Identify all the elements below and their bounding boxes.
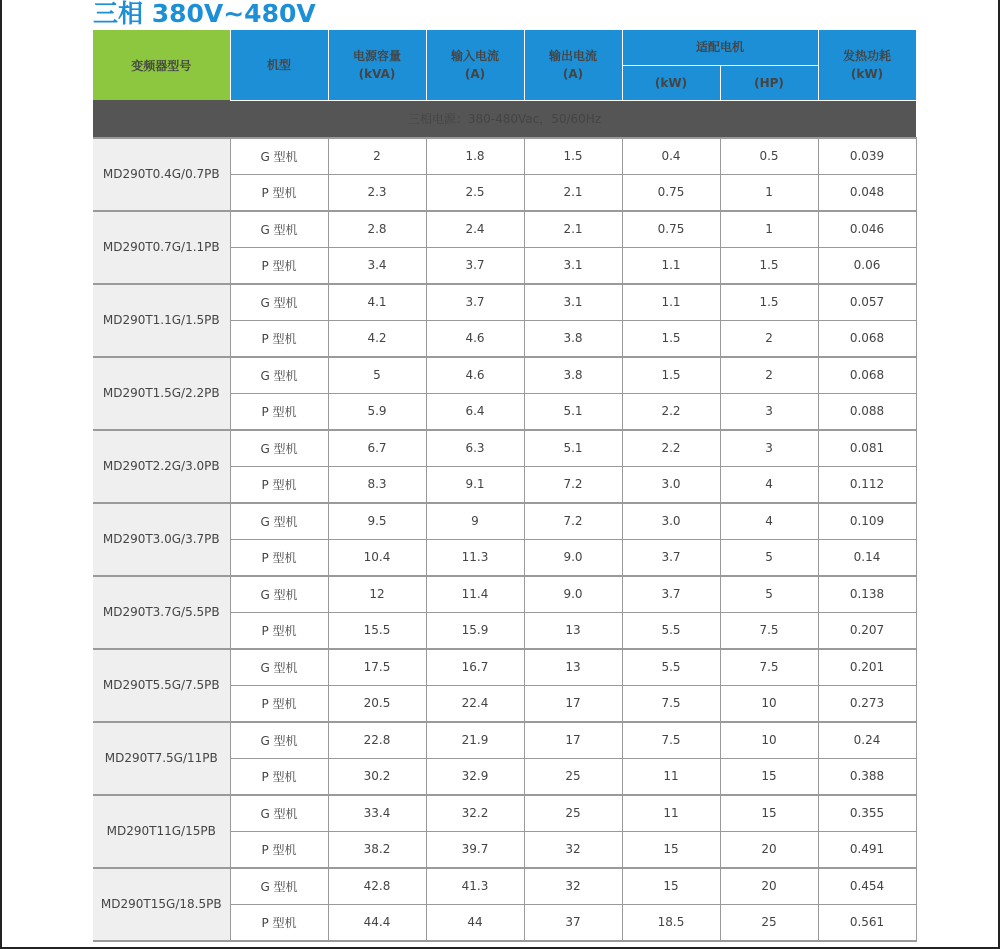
heat-loss-cell: 0.109 xyxy=(818,503,916,540)
heat-loss-cell: 0.491 xyxy=(818,831,916,868)
motor-kw-cell: 3.7 xyxy=(622,539,720,576)
output-current-cell: 37 xyxy=(524,904,622,941)
motor-kw-cell: 1.5 xyxy=(622,357,720,394)
motor-kw-cell: 15 xyxy=(622,831,720,868)
header-power-capacity-unit: (kVA) xyxy=(358,66,396,81)
motor-hp-cell: 5 xyxy=(720,539,818,576)
input-current-cell: 1.8 xyxy=(426,138,524,175)
motor-hp-cell: 10 xyxy=(720,685,818,722)
header-type: 机型 xyxy=(230,30,328,100)
motor-kw-cell: 2.2 xyxy=(622,393,720,430)
motor-kw-cell: 18.5 xyxy=(622,904,720,941)
output-current-cell: 7.2 xyxy=(524,466,622,503)
header-output-current-unit: (A) xyxy=(562,66,584,81)
type-cell: G 型机 xyxy=(230,649,328,686)
heat-loss-cell: 0.039 xyxy=(818,138,916,175)
table-row xyxy=(93,430,916,467)
motor-hp-cell: 4 xyxy=(720,503,818,540)
output-current-cell: 5.1 xyxy=(524,393,622,430)
output-current-cell: 1.5 xyxy=(524,138,622,175)
input-current-cell: 3.7 xyxy=(426,247,524,284)
output-current-cell: 13 xyxy=(524,612,622,649)
table-row xyxy=(93,722,916,759)
output-current-cell: 32 xyxy=(524,868,622,905)
power-capacity-cell: 3.4 xyxy=(328,247,426,284)
type-cell: P 型机 xyxy=(230,393,328,430)
output-current-cell: 17 xyxy=(524,685,622,722)
table-row xyxy=(93,284,916,321)
spec-table xyxy=(93,30,917,942)
model-name-cell: MD290T2.2G/3.0PB xyxy=(93,430,230,503)
type-cell: G 型机 xyxy=(230,430,328,467)
heat-loss-cell: 0.088 xyxy=(818,393,916,430)
motor-hp-cell: 0.5 xyxy=(720,138,818,175)
type-cell: G 型机 xyxy=(230,284,328,321)
type-cell: G 型机 xyxy=(230,357,328,394)
heat-loss-cell: 0.068 xyxy=(818,320,916,357)
header-output-current-label: 输出电流 xyxy=(548,48,597,63)
header-heat xyxy=(818,30,916,100)
input-current-cell: 3.7 xyxy=(426,284,524,321)
input-current-cell: 6.4 xyxy=(426,393,524,430)
power-capacity-cell: 15.5 xyxy=(328,612,426,649)
power-capacity-cell: 8.3 xyxy=(328,466,426,503)
type-cell: G 型机 xyxy=(230,503,328,540)
motor-hp-cell: 3 xyxy=(720,430,818,467)
type-cell: G 型机 xyxy=(230,868,328,905)
heat-loss-cell: 0.06 xyxy=(818,247,916,284)
power-capacity-cell: 30.2 xyxy=(328,758,426,795)
table-row xyxy=(93,795,916,832)
type-cell: P 型机 xyxy=(230,539,328,576)
motor-hp-cell: 25 xyxy=(720,904,818,941)
header-input-current-unit: (A) xyxy=(464,66,486,81)
table-row xyxy=(93,138,916,175)
table-row xyxy=(93,211,916,248)
output-current-cell: 9.0 xyxy=(524,576,622,613)
motor-kw-cell: 1.1 xyxy=(622,247,720,284)
motor-hp-cell: 20 xyxy=(720,831,818,868)
power-capacity-cell: 4.1 xyxy=(328,284,426,321)
motor-hp-cell: 7.5 xyxy=(720,649,818,686)
motor-hp-cell: 3 xyxy=(720,393,818,430)
header-heat-label: 发热功耗 xyxy=(843,48,892,63)
model-name-cell: MD290T11G/15PB xyxy=(93,795,230,868)
input-current-cell: 9 xyxy=(426,503,524,540)
table-header xyxy=(93,30,916,138)
input-current-cell: 41.3 xyxy=(426,868,524,905)
power-capacity-cell: 4.2 xyxy=(328,320,426,357)
model-name-cell: MD290T0.4G/0.7PB xyxy=(93,138,230,211)
type-cell: P 型机 xyxy=(230,904,328,941)
model-name-cell: MD290T5.5G/7.5PB xyxy=(93,649,230,722)
type-cell: G 型机 xyxy=(230,795,328,832)
input-current-cell: 6.3 xyxy=(426,430,524,467)
heat-loss-cell: 0.14 xyxy=(818,539,916,576)
motor-hp-cell: 2 xyxy=(720,320,818,357)
motor-kw-cell: 7.5 xyxy=(622,685,720,722)
header-input-current-label: 输入电流 xyxy=(450,48,499,63)
header-model: 变频器型号 xyxy=(93,30,230,100)
output-current-cell: 2.1 xyxy=(524,174,622,211)
heat-loss-cell: 0.068 xyxy=(818,357,916,394)
heat-loss-cell: 0.057 xyxy=(818,284,916,321)
input-current-cell: 2.4 xyxy=(426,211,524,248)
motor-kw-cell: 7.5 xyxy=(622,722,720,759)
input-current-cell: 4.6 xyxy=(426,357,524,394)
power-capacity-cell: 10.4 xyxy=(328,539,426,576)
motor-kw-cell: 2.2 xyxy=(622,430,720,467)
type-cell: P 型机 xyxy=(230,174,328,211)
output-current-cell: 32 xyxy=(524,831,622,868)
header-motor-kw: (kW) xyxy=(622,65,720,100)
header-heat-unit: (kW) xyxy=(850,66,884,81)
input-current-cell: 44 xyxy=(426,904,524,941)
power-capacity-cell: 9.5 xyxy=(328,503,426,540)
table-row xyxy=(93,868,916,905)
input-current-cell: 2.5 xyxy=(426,174,524,211)
power-capacity-cell: 20.5 xyxy=(328,685,426,722)
power-capacity-cell: 12 xyxy=(328,576,426,613)
output-current-cell: 25 xyxy=(524,758,622,795)
power-capacity-cell: 6.7 xyxy=(328,430,426,467)
heat-loss-cell: 0.201 xyxy=(818,649,916,686)
motor-kw-cell: 3.0 xyxy=(622,466,720,503)
page-title: 三相 380V~480V xyxy=(93,0,316,28)
motor-hp-cell: 15 xyxy=(720,758,818,795)
output-current-cell: 5.1 xyxy=(524,430,622,467)
header-motor-hp: (HP) xyxy=(720,65,818,100)
motor-hp-cell: 1.5 xyxy=(720,247,818,284)
motor-kw-cell: 1.1 xyxy=(622,284,720,321)
power-capacity-cell: 44.4 xyxy=(328,904,426,941)
heat-loss-cell: 0.081 xyxy=(818,430,916,467)
output-current-cell: 13 xyxy=(524,649,622,686)
heat-loss-cell: 0.273 xyxy=(818,685,916,722)
heat-loss-cell: 0.561 xyxy=(818,904,916,941)
motor-kw-cell: 3.7 xyxy=(622,576,720,613)
motor-kw-cell: 0.75 xyxy=(622,174,720,211)
model-name-cell: MD290T3.0G/3.7PB xyxy=(93,503,230,576)
model-name-cell: MD290T3.7G/5.5PB xyxy=(93,576,230,649)
motor-kw-cell: 1.5 xyxy=(622,320,720,357)
power-capacity-cell: 42.8 xyxy=(328,868,426,905)
type-cell: G 型机 xyxy=(230,138,328,175)
type-cell: G 型机 xyxy=(230,576,328,613)
header-power-capacity-label: 电源容量 xyxy=(352,48,401,63)
power-capacity-cell: 2.8 xyxy=(328,211,426,248)
type-cell: P 型机 xyxy=(230,685,328,722)
motor-kw-cell: 0.75 xyxy=(622,211,720,248)
table-row xyxy=(93,357,916,394)
output-current-cell: 17 xyxy=(524,722,622,759)
motor-hp-cell: 15 xyxy=(720,795,818,832)
table-row xyxy=(93,503,916,540)
type-cell: G 型机 xyxy=(230,211,328,248)
input-current-cell: 16.7 xyxy=(426,649,524,686)
table-row xyxy=(93,649,916,686)
model-name-cell: MD290T1.5G/2.2PB xyxy=(93,357,230,430)
heat-loss-cell: 0.112 xyxy=(818,466,916,503)
power-capacity-cell: 2.3 xyxy=(328,174,426,211)
type-cell: P 型机 xyxy=(230,247,328,284)
power-supply-band: 三相电源：380-480Vac，50/60Hz xyxy=(93,100,916,138)
motor-kw-cell: 11 xyxy=(622,758,720,795)
heat-loss-cell: 0.355 xyxy=(818,795,916,832)
output-current-cell: 3.8 xyxy=(524,357,622,394)
output-current-cell: 3.1 xyxy=(524,247,622,284)
motor-kw-cell: 5.5 xyxy=(622,649,720,686)
motor-hp-cell: 1 xyxy=(720,211,818,248)
motor-hp-cell: 2 xyxy=(720,357,818,394)
heat-loss-cell: 0.454 xyxy=(818,868,916,905)
input-current-cell: 32.9 xyxy=(426,758,524,795)
motor-kw-cell: 0.4 xyxy=(622,138,720,175)
heat-loss-cell: 0.207 xyxy=(818,612,916,649)
motor-kw-cell: 11 xyxy=(622,795,720,832)
heat-loss-cell: 0.138 xyxy=(818,576,916,613)
heat-loss-cell: 0.388 xyxy=(818,758,916,795)
input-current-cell: 9.1 xyxy=(426,466,524,503)
model-name-cell: MD290T1.1G/1.5PB xyxy=(93,284,230,357)
motor-hp-cell: 5 xyxy=(720,576,818,613)
model-name-cell: MD290T0.7G/1.1PB xyxy=(93,211,230,284)
power-capacity-cell: 38.2 xyxy=(328,831,426,868)
motor-kw-cell: 3.0 xyxy=(622,503,720,540)
input-current-cell: 4.6 xyxy=(426,320,524,357)
motor-hp-cell: 10 xyxy=(720,722,818,759)
heat-loss-cell: 0.046 xyxy=(818,211,916,248)
type-cell: P 型机 xyxy=(230,612,328,649)
power-capacity-cell: 5 xyxy=(328,357,426,394)
model-name-cell: MD290T15G/18.5PB xyxy=(93,868,230,941)
output-current-cell: 3.1 xyxy=(524,284,622,321)
output-current-cell: 25 xyxy=(524,795,622,832)
output-current-cell: 9.0 xyxy=(524,539,622,576)
input-current-cell: 32.2 xyxy=(426,795,524,832)
type-cell: P 型机 xyxy=(230,320,328,357)
heat-loss-cell: 0.048 xyxy=(818,174,916,211)
motor-hp-cell: 7.5 xyxy=(720,612,818,649)
input-current-cell: 11.4 xyxy=(426,576,524,613)
heat-loss-cell: 0.24 xyxy=(818,722,916,759)
header-input-current xyxy=(426,30,524,100)
motor-hp-cell: 20 xyxy=(720,868,818,905)
motor-hp-cell: 1 xyxy=(720,174,818,211)
header-output-current xyxy=(524,30,622,100)
output-current-cell: 3.8 xyxy=(524,320,622,357)
type-cell: P 型机 xyxy=(230,831,328,868)
power-capacity-cell: 22.8 xyxy=(328,722,426,759)
motor-hp-cell: 4 xyxy=(720,466,818,503)
output-current-cell: 7.2 xyxy=(524,503,622,540)
input-current-cell: 11.3 xyxy=(426,539,524,576)
type-cell: P 型机 xyxy=(230,466,328,503)
power-capacity-cell: 2 xyxy=(328,138,426,175)
frame-left-border xyxy=(0,0,2,949)
model-name-cell: MD290T7.5G/11PB xyxy=(93,722,230,795)
power-capacity-cell: 33.4 xyxy=(328,795,426,832)
type-cell: G 型机 xyxy=(230,722,328,759)
header-power-capacity xyxy=(328,30,426,100)
header-motor: 适配电机 xyxy=(622,30,818,65)
table-body xyxy=(93,138,916,941)
type-cell: P 型机 xyxy=(230,758,328,795)
input-current-cell: 39.7 xyxy=(426,831,524,868)
power-capacity-cell: 17.5 xyxy=(328,649,426,686)
input-current-cell: 15.9 xyxy=(426,612,524,649)
input-current-cell: 22.4 xyxy=(426,685,524,722)
power-capacity-cell: 5.9 xyxy=(328,393,426,430)
output-current-cell: 2.1 xyxy=(524,211,622,248)
table-row xyxy=(93,576,916,613)
motor-kw-cell: 5.5 xyxy=(622,612,720,649)
motor-hp-cell: 1.5 xyxy=(720,284,818,321)
motor-kw-cell: 15 xyxy=(622,868,720,905)
input-current-cell: 21.9 xyxy=(426,722,524,759)
